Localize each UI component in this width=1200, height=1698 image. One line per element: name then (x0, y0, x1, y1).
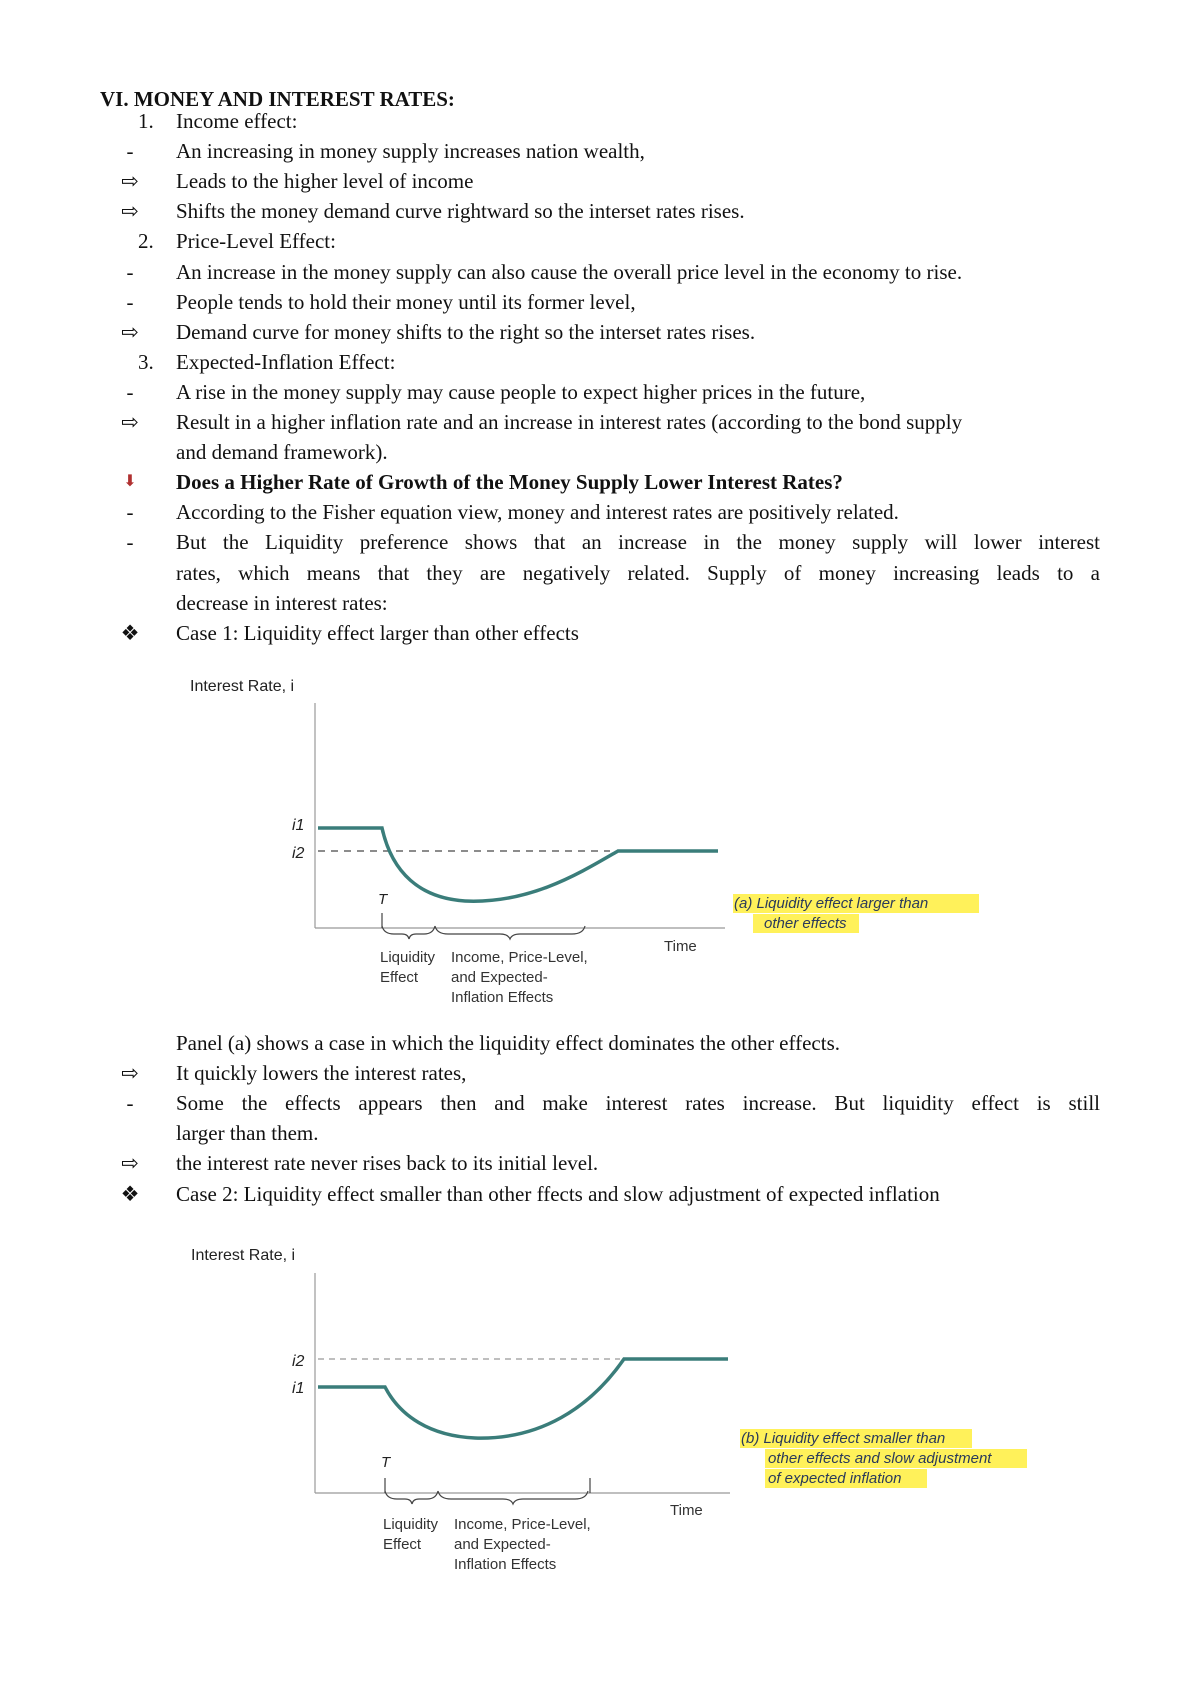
line-text: Some the effects appears then and make interest rates increase. But liquidity effect is still (176, 1091, 1100, 1116)
list-marker: - (126, 139, 134, 164)
segment-label-other-effects: Income, Price-Level, and Expected- Inflation Effects (451, 949, 588, 1006)
list-marker: ⬇ (123, 473, 137, 491)
y-tick-label-i2: i2 (292, 1353, 305, 1370)
line-text: Case 1: Liquidity effect larger than other effects (176, 620, 579, 645)
line-text: Leads to the higher level of income (176, 169, 474, 194)
list-marker: - (126, 289, 134, 314)
line-text: Demand curve for money shifts to the right so the interset rates rises. (176, 319, 756, 344)
list-marker: ⇨ (121, 1151, 139, 1176)
line-text: and demand framework). (176, 440, 388, 465)
y-tick-label-i1: i1 (292, 817, 305, 834)
line-text: It quickly lowers the interest rates, (176, 1061, 467, 1086)
t-label: T (381, 1454, 391, 1471)
list-marker: - (126, 379, 134, 404)
line-text: rates, which means that they are negatively related. Supply of money increasing leads to a (176, 560, 1100, 585)
list-marker: - (126, 259, 134, 284)
x-axis-label: Time (670, 1502, 703, 1519)
t-label: T (378, 891, 388, 908)
interest-rate-curve (318, 1359, 728, 1438)
line-text: the interest rate never rises back to its initial level. (176, 1151, 599, 1176)
list-marker: ❖ (120, 620, 140, 645)
line-text: A rise in the money supply may cause people to expect higher prices in the future, (176, 379, 866, 404)
line-text: Price-Level Effect: (176, 229, 336, 254)
chart-caption: (a) Liquidity effect larger than other effects (734, 895, 929, 932)
chart-case-2 (170, 1238, 1050, 1598)
line-text: An increase in the money supply can also cause the overall price level in the economy to rise. (176, 259, 963, 284)
list-marker: ❖ (120, 1181, 140, 1206)
line-text: larger than them. (176, 1121, 319, 1146)
line-text: An increasing in money supply increases nation wealth, (176, 139, 645, 164)
line-text: decrease in interest rates: (176, 590, 388, 615)
line-text: Does a Higher Rate of Growth of the Money Supply Lower Interest Rates? (176, 470, 843, 495)
line-text: Panel (a) shows a case in which the liquidity effect dominates the other effects. (176, 1031, 841, 1055)
y-tick-label-i1: i1 (292, 1380, 305, 1397)
chart-caption: (b) Liquidity effect smaller than other effects and slow adjustment of expected inflation (741, 1430, 992, 1487)
segment-label-other-effects: Income, Price-Level, and Expected- Inflation Effects (454, 1516, 591, 1573)
list-marker: ⇨ (121, 319, 139, 344)
list-marker: 1. (138, 109, 154, 133)
section-heading: VI. MONEY AND INTEREST RATES: (100, 87, 455, 111)
list-marker: - (126, 1091, 134, 1116)
list-marker: ⇨ (121, 169, 139, 194)
segment-label-liquidity: Liquidity Effect (380, 949, 436, 986)
line-text: According to the Fisher equation view, money and interest rates are positively related. (176, 500, 899, 525)
segment-label-liquidity: Liquidity Effect (383, 1516, 439, 1553)
line-text: Case 2: Liquidity effect smaller than other ffects and slow adjustment of expected inflation (176, 1181, 940, 1206)
line-text: People tends to hold their money until its former level, (176, 289, 636, 314)
list-marker: 3. (138, 349, 154, 374)
line-text: Income effect: (176, 109, 298, 133)
line-text: Result in a higher inflation rate and an increase in interest rates (according to the bond supply (176, 410, 963, 434)
line-text: But the Liquidity preference shows that an increase in the money supply will lower interest (176, 530, 1100, 555)
list-marker: - (126, 530, 134, 555)
chart-case-1 (170, 668, 1030, 1018)
list-marker: - (126, 500, 134, 525)
y-tick-label-i2: i2 (292, 845, 305, 862)
y-axis-label: Interest Rate, i (191, 1247, 296, 1264)
list-marker: ⇨ (121, 199, 139, 224)
x-axis-label: Time (664, 938, 697, 955)
list-marker: ⇨ (121, 410, 139, 434)
list-marker: 2. (138, 229, 154, 254)
line-text: Shifts the money demand curve rightward so the interset rates rises. (176, 199, 745, 224)
y-axis-label: Interest Rate, i (190, 678, 295, 695)
list-marker: ⇨ (121, 1061, 139, 1086)
line-text: Expected-Inflation Effect: (176, 349, 396, 374)
